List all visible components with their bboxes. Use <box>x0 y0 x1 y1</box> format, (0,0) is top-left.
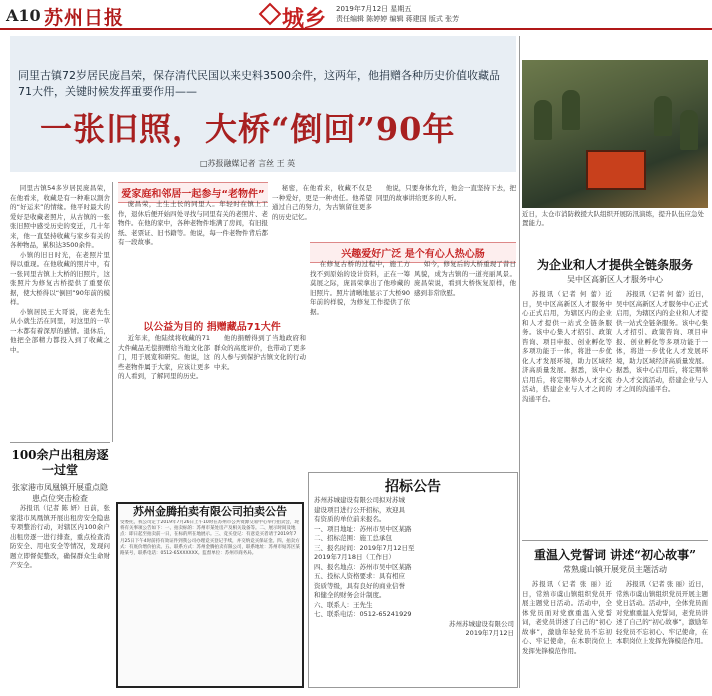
photo-figure <box>654 96 672 136</box>
news-photo <box>522 60 708 208</box>
tender-line: 和健全的财务会计制度。 <box>314 591 386 599</box>
editor-credits: 责任编辑 陈婷婷 编辑 蒋建国 版式 张芳 <box>336 15 460 23</box>
tender-line: 五、投标人资格要求：具有相应 <box>314 572 405 580</box>
right-mid-column-b <box>414 260 516 466</box>
tender-line: 苏州苏城建设有限公司 <box>449 619 514 628</box>
right-story2-title: 重温入党誓词 讲述“初心故事” <box>534 548 696 562</box>
paragraph: 苏报讯（记者 何 蕾）近日，吴中区高新区人才服务中心正式启用，为辖区内的企业和人才提供一站式全链条服务。该中心集人才招引、政策咨询、项目申报、创业孵化等多项功能于一体，将进一步优化人才发展环境，助力区域经济高质量发展。据悉，该中心启用后，将定期举办人才交流活动，搭建企业与人才之间的沟通平台。 <box>616 290 708 393</box>
tender-line: 七、联系电话：0512-65241929 <box>314 610 412 618</box>
issue-date: 2019年7月12日 星期五 <box>336 5 412 13</box>
column-rule <box>519 36 520 688</box>
sub-heading: 兴趣爱好广泛 是个有心人热心肠 <box>310 242 516 263</box>
left-column <box>10 184 110 434</box>
mid-column-b <box>118 334 210 484</box>
right-story2-col-b <box>616 580 708 688</box>
tender-notice-body <box>314 496 514 639</box>
section-diamond-icon <box>259 3 282 26</box>
tender-line: 有资质的单位前来报名。 <box>314 515 386 523</box>
paragraph: 小镇的旧日时光，在老照片里得以重现。在他收藏的照片中，有一张同里古镇上大桥的旧照片，这张照片为修复古桥提供了重要依据，使大桥得以“倒回”90年前的模样。 <box>10 250 110 306</box>
mid-column-a <box>118 200 268 318</box>
paragraph: 小镇居民王大哥说，庞老先生从小就生活在同里，对这里的一草一木都有着深厚的感情。退休后，他把全部精力都投入到了收藏之中。 <box>10 307 110 354</box>
right-story1-col-a <box>522 290 612 540</box>
tender-line: 苏州苏城建设有限公司拟对苏城 <box>314 496 405 504</box>
photo-pump <box>586 150 646 190</box>
masthead <box>0 0 712 30</box>
paragraph: 同里古镇54多岁居民庞昌荣，在他看来，收藏是有一种难以割舍的“好运来”的情缘。他平时最大的爱好是收藏老照片，从古镇的一张张旧照中感受历史的变迁，几十年来，他一直坚持收藏与家乡有关的各种物品，累积达3500余件。 <box>10 184 110 249</box>
auction-notice-title: 苏州金腾拍卖有限公司拍卖公告 <box>133 505 287 518</box>
right-mid-top-b <box>376 184 516 238</box>
tender-line: 建设项目进行公开招标，欢迎具 <box>314 505 405 514</box>
lead-subtitle: 同里古镇72岁居民庞昌荣，保存清代民国以来史料3500余件，这两年，他捐赠各种历史价值收藏品71大件，关键时候发挥重要作用—— <box>18 69 500 98</box>
paragraph: 秘密，在他看来，收藏不仅是一种爱好，更是一种责任。他希望通过自己的努力，为古镇留住更多的历史记忆。 <box>272 184 372 221</box>
paragraph: 庞昌荣，土生土长的同里人。年轻时在镇上工作，退休后便开始四处寻找与同里有关的老照片、老物件。在他的家中，各种老物件堆满了房间，有旧报纸、老票证、旧书籍等。他说，每一件老物件背后都有一段故事。 <box>118 200 268 246</box>
tender-notice-title: 招标公告 <box>385 479 441 495</box>
paragraph: 苏报讯（记者 张 丽）近日，常熟市虞山镇组织党员开展主题党日活动。活动中，全体党员面对党旗重温入党誓词，老党员讲述了自己的“初心故事”，激励年轻党员不忘初心、牢记使命，在本职岗位上发挥先锋模范作用。 <box>616 580 708 645</box>
right-mid-column-a <box>310 260 410 466</box>
paragraph: 他说，只要身体允许，他会一直坚持下去，把同里的故事讲给更多的人听。 <box>376 184 516 202</box>
photo-caption: 近日，太仓市消防救援大队组织开展防汛演练，提升队伍应急处置能力。 <box>522 210 704 227</box>
auction-notice-body: 受委托，我公司定于2019年7月26日上午10时在苏州市公共资源交易中心举行拍卖会，现将有关事项公告如下：一、拍卖标的：苏州市某处房产及相关设备等。二、展示时间及地点：即日起至拍卖前一日，在标的所在地展示。三、竞买登记：有意竞买者请于2019年7月25日下午4时前持有效证件到我公司办理竞买登记手续，并交纳竞买保证金。四、拍卖方式：有底价增价拍卖。五、联系方式：苏州金腾拍卖有限公司，联系地址：苏州市姑苏区某路某号，联系电话：0512-65XXXXXX。监督单位：苏州市商务局。 <box>120 520 300 557</box>
column-rule <box>112 182 113 442</box>
paper-name-logo: 苏州日报 <box>44 7 125 29</box>
lead-byline: □苏报融媒记者 言丝 王 英 <box>200 159 296 168</box>
sub-heading: 以公益为目的 捐赠藏品71大件 <box>143 322 281 333</box>
paragraph: 如今，修复后的大桥重现了昔日风貌，成为古镇的一道亮丽风景。庞昌荣说，看到大桥恢复原样，他感到非常欣慰。 <box>414 260 516 297</box>
tender-line: 2019年7月18日（工作日） <box>314 553 395 561</box>
right-mid-top <box>272 184 372 238</box>
tender-line: 资质等级，具有良好的商业信誉 <box>314 581 405 590</box>
section-title: 城乡 <box>282 6 327 32</box>
right-story1-col-b <box>616 290 708 540</box>
right-story2-subtitle: 常熟虞山镇开展党员主题活动 <box>563 565 667 574</box>
paragraph: 在修复古桥的过程中，施工方找不到原始的设计资料，正在一筹莫展之际，庞昌荣拿出了他珍藏的旧照片。照片清晰地显示了大桥90年前的样貌，为修复工作提供了依据。 <box>310 260 410 316</box>
paragraph: 苏报讯（记者 张 丽）近日，常熟市虞山镇组织党员开展主题党日活动。活动中，全体党员面对党旗重温入党誓词，老党员讲述了自己的“初心故事”，激励年轻党员不忘初心、牢记使命，在本职岗位上发挥先锋模范作用。 <box>522 580 612 655</box>
tender-line: 一、项目地址：苏州市吴中区某路 <box>314 524 412 533</box>
tender-line: 六、联系人：王先生 <box>314 600 373 609</box>
sub-heading: 爱家庭和邻居一起参与“老物件” <box>118 182 268 203</box>
right-story1-title: 为企业和人才提供全链条服务 <box>536 258 693 272</box>
bottom-left-subtitle: 张家港市凤凰镇开展重点隐患点位突击检查 <box>12 483 108 503</box>
paragraph: 苏报讯（记者 陈 妍）日前，张家港市凤凰镇开展出租房安全隐患专项整治行动，对辖区内100余户出租房逐一进行排查，重点检查消防安全、用电安全等情况，发现问题立即督促整改，确保群众生命财产安全。 <box>10 504 110 569</box>
right-story2-col-a <box>522 580 612 688</box>
photo-figure <box>562 90 580 130</box>
bottom-left-body <box>10 504 110 688</box>
section-rule <box>10 442 110 443</box>
tender-line: 二、招标范围：施工总承包 <box>314 534 392 542</box>
page-number: A10 <box>6 6 41 25</box>
tender-line: 四、报名地点：苏州市吴中区某路 <box>314 562 412 571</box>
photo-figure <box>680 110 698 150</box>
paragraph: 近年来，他陆续将收藏的71大件藏品无偿捐赠给当地文化部门，用于展览和研究。他说，这些老物件属于大家，应该让更多的人看到，了解同里的历史。 <box>118 334 210 380</box>
right-story1-subtitle: 吴中区高新区人才服务中心 <box>567 275 663 284</box>
tender-line: 三、报名时间：2019年7月12日至 <box>314 543 415 552</box>
photo-figure <box>534 100 552 140</box>
tender-line: 2019年7月12日 <box>465 629 514 637</box>
lead-headline: 一张旧照，大桥“倒回”90年 <box>40 110 456 148</box>
paragraph: 苏报讯（记者 何 蕾）近日，吴中区高新区人才服务中心正式启用，为辖区内的企业和人才提供一站式全链条服务。该中心集人才招引、政策咨询、项目申报、创业孵化等多项功能于一体，将进一步优化人才发展环境，助力区域经济高质量发展。据悉，该中心启用后，将定期举办人才交流活动，搭建企业与人才之间的沟通平台。 <box>522 290 612 403</box>
bottom-left-title: 100余户出租房逐一过堂 <box>11 448 109 477</box>
section-rule <box>522 540 708 541</box>
paragraph: 他的捐赠得到了当地政府和群众的高度评价，也带动了更多的人参与到保护古镇文化的行动中来。 <box>214 334 306 371</box>
mid-column-c <box>214 334 306 484</box>
date-line <box>336 4 496 24</box>
